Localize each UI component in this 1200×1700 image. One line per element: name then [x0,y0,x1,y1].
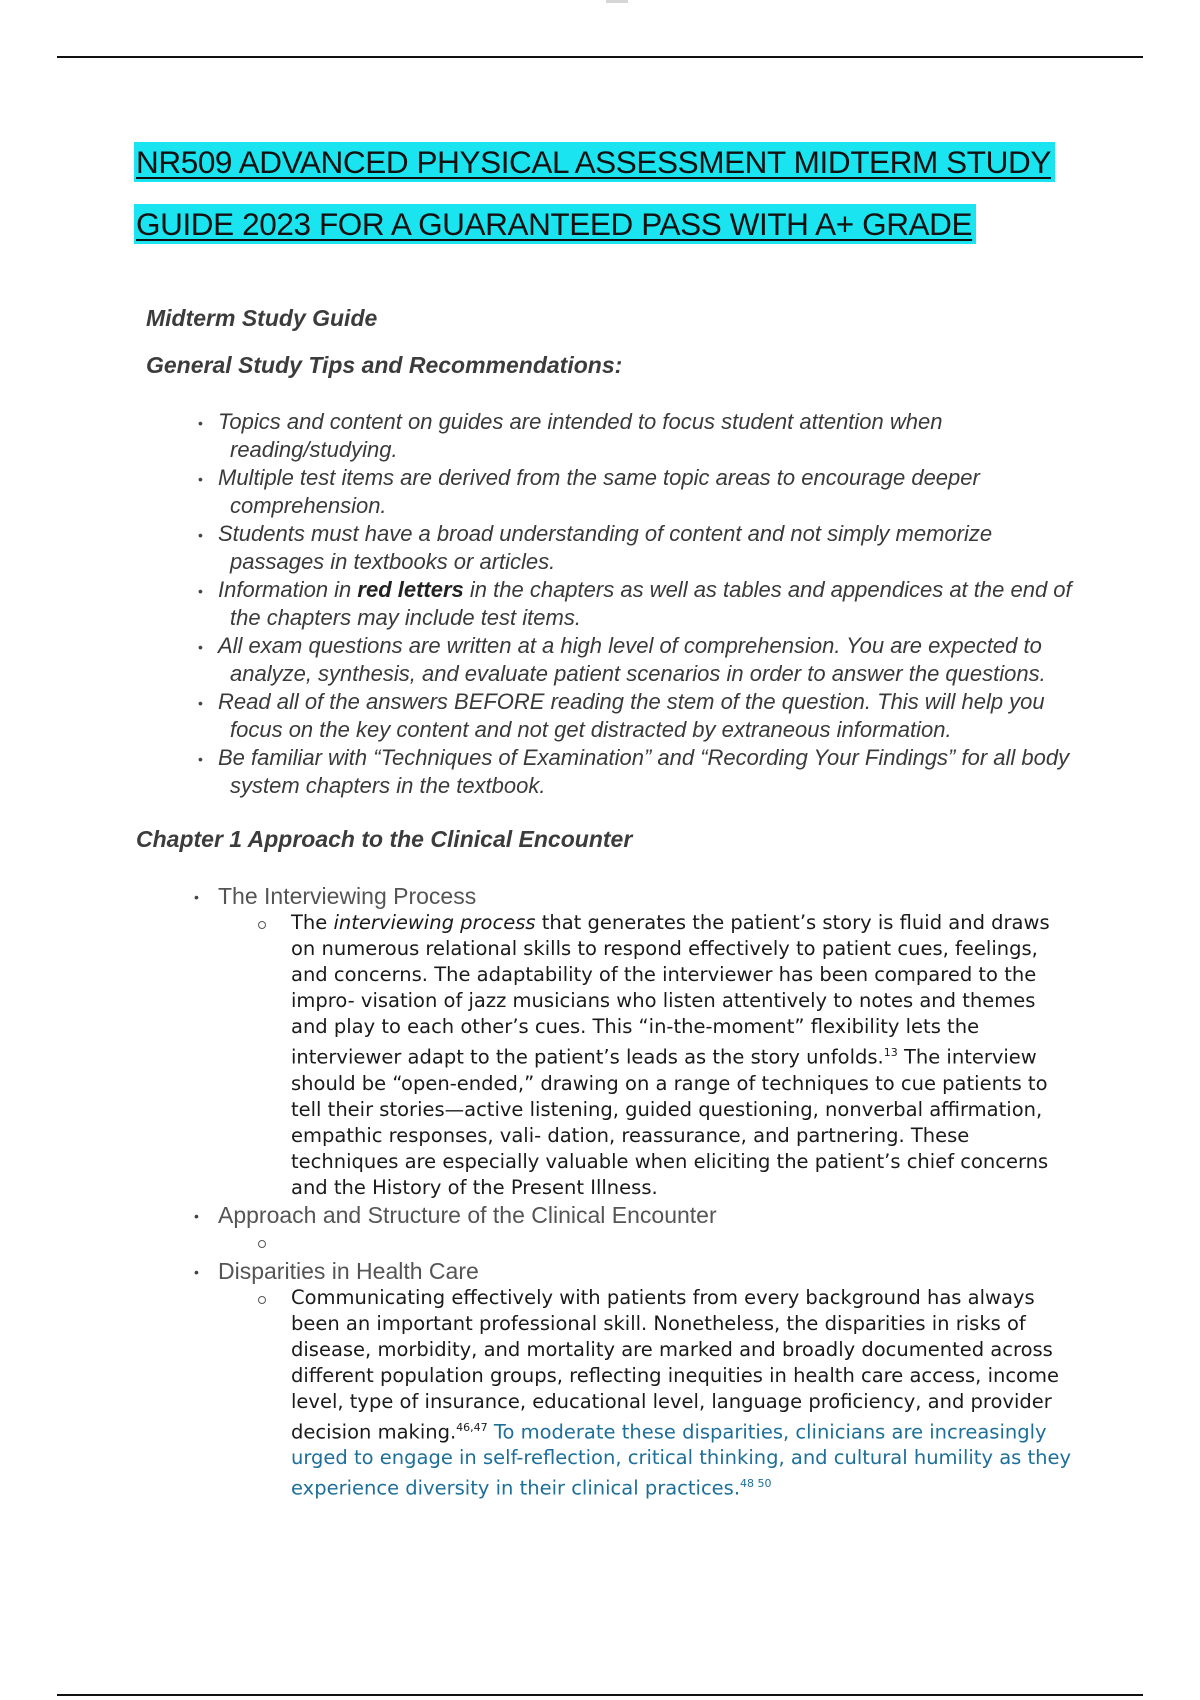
paragraph-italic: interviewing process [333,911,536,934]
tips-heading: General Study Tips and Recommendations: [146,352,623,378]
topic-paragraph-empty [291,1229,1076,1257]
tip-text: Information in [218,577,358,602]
topic-label: • Approach and Structure of the Clinical Encounter [218,1201,1090,1229]
tip-item: • Multiple test items are derived from the same topic areas to encourage deeper comprehension. [202,464,1090,520]
chapter-heading: Chapter 1 Approach to the Clinical Encounter [136,826,633,852]
citation-superscript: 46,47 [456,1420,488,1434]
tip-item: • Read all of the answers BEFORE reading the stem of the question. This will help you focus on the key content and not get distracted by extraneous information. [202,688,1090,744]
citation-superscript: 48 50 [740,1477,772,1490]
citation-superscript: 13 [883,1046,898,1059]
topic-label: • The Interviewing Process [218,882,1090,910]
topic-item [190,1201,1090,1257]
top-edge-mark [606,0,628,3]
header-rule [57,56,1143,58]
paragraph-text: The interview should be “open-ended,” drawing on a range of techniques to cue patients to tell their stories—active listening, guided questioning, nonverbal affirmation, empathic responses, vali- dation, reassurance, and partnering. These techniques are especially valuable when eliciting the patient’s chief concerns and the History of the Present Illness. [291,1045,1049,1199]
topic-paragraph [291,910,1076,1201]
tip-item: • Students must have a broad understanding of content and not simply memorize passages in textbooks or articles. [202,520,1090,576]
paragraph-text: Communicating effectively with patients from every background has always been an important professional skill. Nonetheless, the disparities in risks of disease, morbidity, and mortality are marked and broadly documented across different population groups, reflecting inequities in health care access, income level, type of insurance, educational level, language proficiency, and provider decision making. [291,1285,1059,1443]
guide-heading: Midterm Study Guide [146,305,378,331]
tip-text: in the chapters as well as tables and appendices at the end of the chapters may include test items. [230,577,1072,630]
tip-emphasis: red letters [357,577,464,602]
document-title-text: NR509 ADVANCED PHYSICAL ASSESSMENT MIDTERM STUDY GUIDE 2023 FOR A GUARANTEED PASS WITH A+ GRADE [134,142,1055,244]
study-tips-list [190,408,1090,800]
paragraph-highlighted-text: To moderate these disparities, clinicians are increasingly urged to engage in self-reflection, critical thinking, and cultural humility as they experience diversity in their clinical practices. [291,1420,1072,1500]
topic-item [190,882,1090,1201]
paragraph-text: that generates the patient’s story is fluid and draws on numerous relational skills to respond effectively to patient cues, feelings, and concerns. The adaptability of the interviewer has been compared to the impro- visation of jazz musicians who listen attentively to notes and themes and play to each other’s cues. This “in-the-moment” flexibility lets the interviewer adapt to the patient’s leads as the story unfolds. [291,911,1050,1069]
tip-item: • All exam questions are written at a high level of comprehension. You are expected to analyze, synthesis, and evaluate patient scenarios in order to answer the questions. [202,632,1090,688]
footer-rule [57,1694,1143,1696]
chapter-topics-list [190,882,1090,1502]
tip-item: • Topics and content on guides are intended to focus student attention when reading/studying. [202,408,1090,464]
paragraph-text: The [291,911,334,934]
topic-paragraph [291,1285,1076,1502]
tip-item [202,576,1090,632]
tip-item: • Be familiar with “Techniques of Examination” and “Recording Your Findings” for all body system chapters in the textbook. [202,744,1090,800]
document-title [134,131,1124,255]
topic-label: • Disparities in Health Care [218,1257,1090,1285]
topic-item [190,1257,1090,1502]
